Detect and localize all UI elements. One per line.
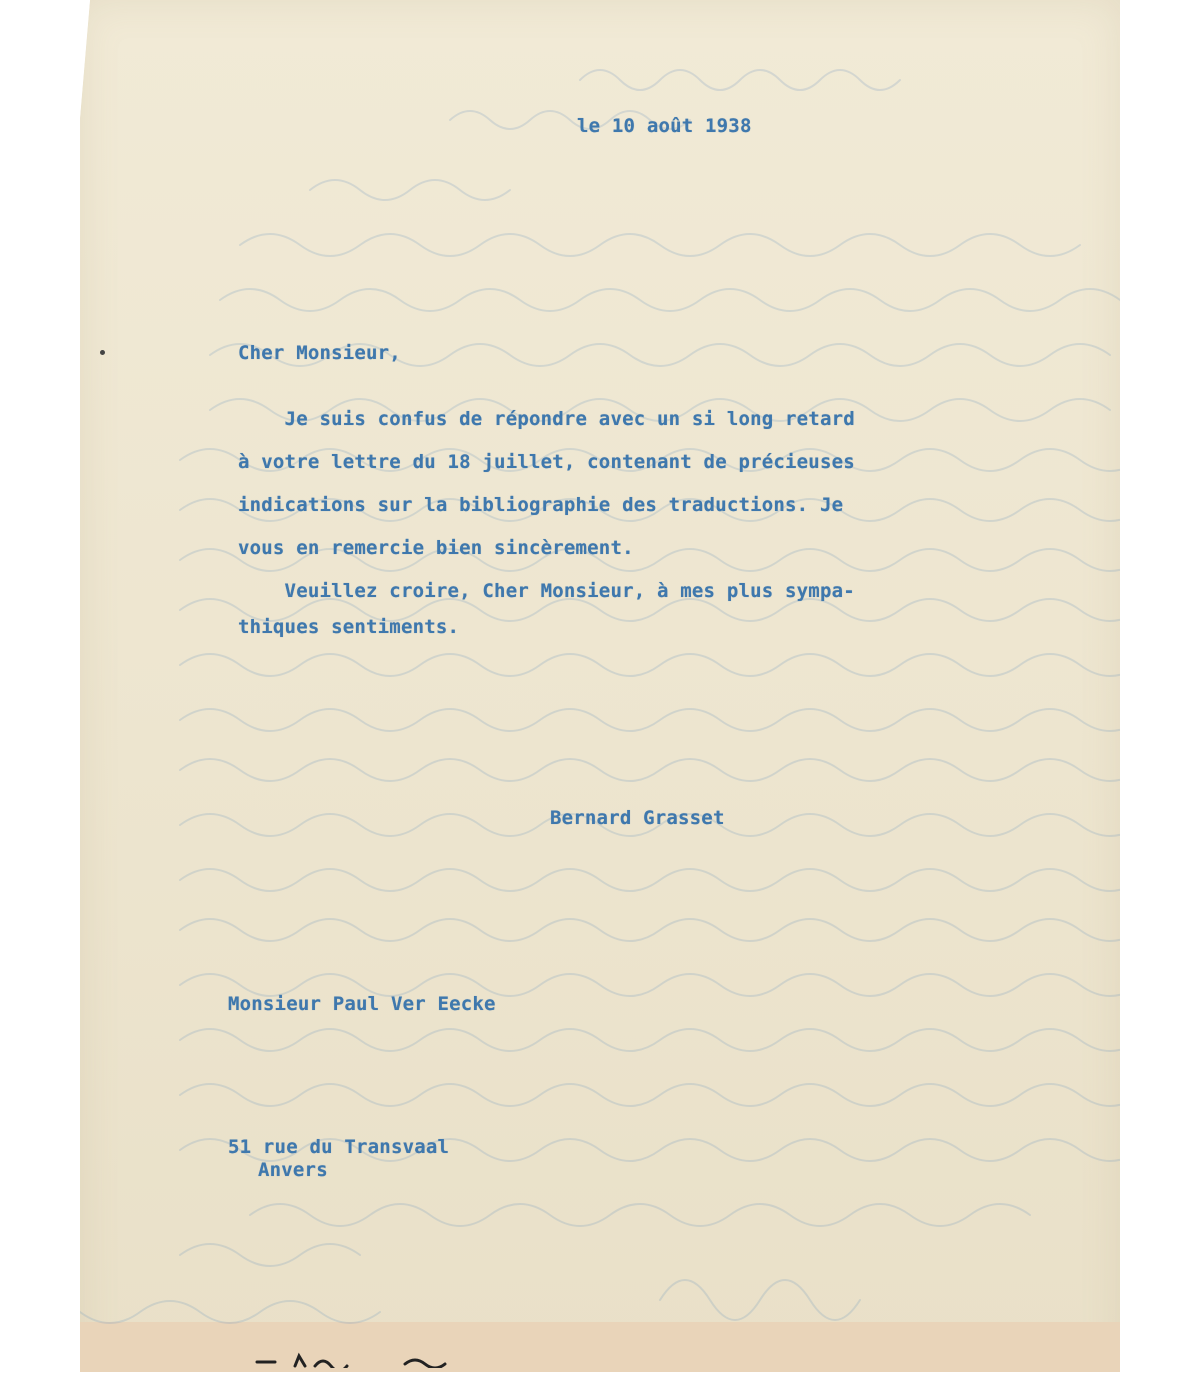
recipient-name: Monsieur Paul Ver Eecke <box>228 993 496 1015</box>
recipient-street: 51 rue du Transvaal <box>228 1136 450 1158</box>
recipient-city: Anvers <box>258 1159 328 1181</box>
body-line: vous en remercie bien sincèrement. <box>238 537 634 559</box>
letter-date: le 10 août 1938 <box>577 115 752 137</box>
body-line: à votre lettre du 18 juillet, contenant de précieuses <box>238 451 855 473</box>
signature-name: Bernard Grasset <box>550 807 725 829</box>
body-line: Je suis confus de répondre avec un si long retard <box>238 408 855 430</box>
typed-letter <box>80 0 1120 1372</box>
body-line: indications sur la bibliographie des traductions. Je <box>238 494 844 516</box>
handwritten-ink-fragment <box>255 1352 555 1368</box>
body-line: thiques sentiments. <box>238 616 460 638</box>
salutation: Cher Monsieur, <box>238 342 401 364</box>
body-line: Veuillez croire, Cher Monsieur, à mes plus sympa- <box>238 580 855 602</box>
